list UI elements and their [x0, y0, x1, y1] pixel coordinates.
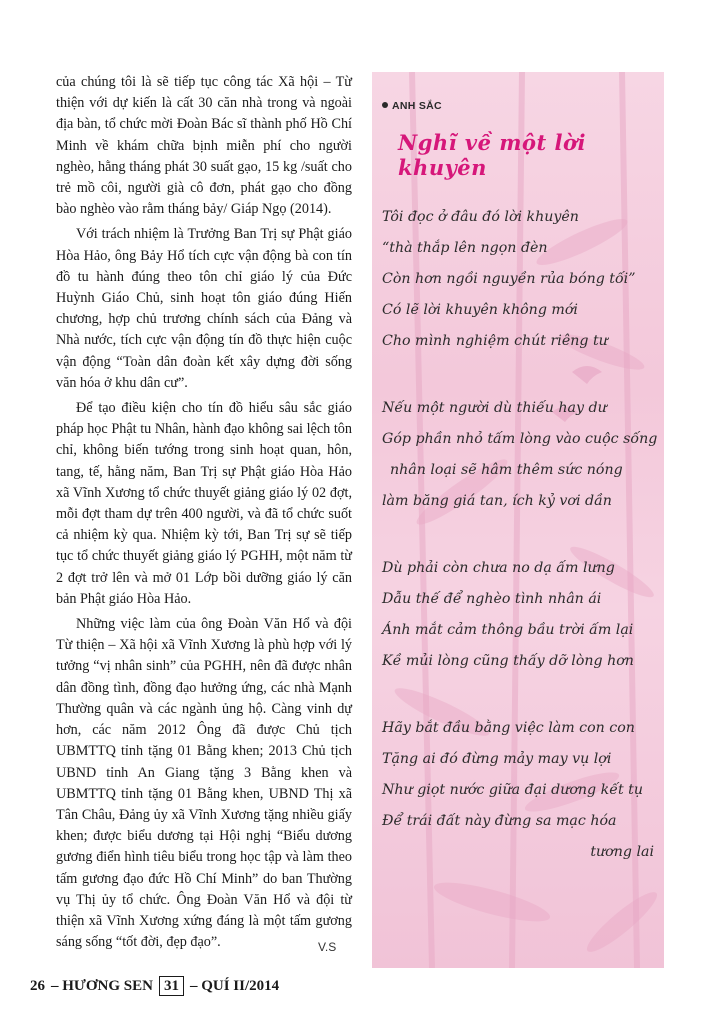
poem-line: nhân loại sẽ hâm thêm sức nóng	[390, 462, 623, 478]
poem-line: Để trái đất này đừng sa mạc hóa	[382, 813, 617, 829]
poem-line: Còn hơn ngồi nguyền rủa bóng tối”	[382, 271, 636, 287]
poem-line: tương lai	[590, 844, 654, 860]
poem-line: Tôi đọc ở đâu đó lời khuyên	[382, 209, 579, 225]
poem-line: Ánh mắt cảm thông bầu trời ấm lại	[382, 622, 634, 638]
magazine-name: – HƯƠNG SEN	[51, 977, 153, 994]
page-number: 26	[30, 977, 45, 994]
article-paragraph: Những việc làm của ông Đoàn Văn Hổ và đội Từ thiện – Xã hội xã Vĩnh Xương là phù hợp với lý tưởng “vị nhân sinh” của PGHH, nên đã được nhân dân đồng tình, đồng đạo hưởng ứng, các nhà Mạnh Thường quân và các ngành ủng hộ. Càng vinh dự hơn, các năm 2012 Ông đã được Chủ tịch UBMTTQ tỉnh tặng 01 Bằng khen; 2013 Chủ tịch UBND tỉnh An Giang tặng 3 Bằng khen và UBMTTQ tỉnh tặng 01 Bằng khen, UBND Thị xã Tân Châu, Đảng ủy xã Vĩnh Xương tặng nhiều giấy khen; được biểu dương tại Hội nghị “Biểu dương gương điển hình tiêu biểu trong học tập và làm theo tấm gương đạo đức Hồ Chí Minh” do ban Thường vụ Thị ủy tổ chức. Ông Đoàn Văn Hổ và đội từ thiện xã Vĩnh Xương xứng đáng là một tấm gương sáng sống “tốt đời, đẹp đạo”.	[56, 616, 352, 951]
poem-stanza	[382, 202, 658, 357]
issue-period: – QUÍ II/2014	[189, 977, 280, 994]
poem-line: “thà thắp lên ngọn đèn	[382, 240, 548, 256]
poem-line: Như giọt nước giữa đại dương kết tụ	[382, 782, 644, 798]
bullet-icon	[382, 102, 388, 108]
poem-stanza	[382, 553, 658, 677]
poem-line: Hãy bắt đầu bằng việc làm con con	[382, 720, 635, 736]
article-paragraph: của chúng tôi là sẽ tiếp tục công tác Xã hội – Từ thiện với dự kiến là cất 30 căn nhà trong và ngoài địa bàn, tổ chức mời Đoàn Bác sĩ thành phố Hồ Chí Minh về khám chữa bịnh miễn phí cho người nghèo, hằng tháng phát 30 suất gạo, 15 kg /suất cho trẻ mồ côi, người già cô đơn, phát gạo cho đồng bào nghèo vào rằm tháng bảy/ Giáp Ngọ (2014).	[56, 74, 352, 218]
article-paragraph: Với trách nhiệm là Trưởng Ban Trị sự Phật giáo Hòa Hảo, ông Bảy Hổ tích cực vận động bà con tín đồ tu hành đúng theo tôn chỉ giáo lý của Đức Huỳnh Giáo Chủ, sinh hoạt tôn giáo đúng Hiến chương, hợp chủ trương chính sách của Đảng và Nhà nước, tích cực vận động tín đồ thực hiện cuộc vận động “Toàn dân đoàn kết xây dựng đời sống văn hóa ở khu dân cư”.	[56, 226, 352, 391]
section-label: ANH SẮC	[382, 100, 442, 112]
poem-line: làm băng giá tan, ích kỷ vơi dần	[382, 493, 612, 509]
poem-line: Cho mình nghiệm chút riêng tư	[382, 333, 608, 349]
poem-line: Có lẽ lời khuyên không mới	[382, 302, 578, 318]
page-footer	[30, 976, 279, 996]
poem-body	[382, 202, 658, 904]
poem-line: Dù phải còn chưa no dạ ấm lưng	[382, 560, 615, 576]
poem-line: Dẫu thế để nghèo tình nhân ái	[382, 591, 602, 607]
article-body	[56, 72, 352, 957]
poem-line: Kề mủi lòng cũng thấy dỡ lòng hơn	[382, 653, 634, 669]
poem-title: Nghĩ về một lời khuyên	[398, 130, 587, 180]
issue-number: 31	[159, 976, 184, 996]
poem-stanza	[382, 713, 658, 868]
poem-line: Góp phần nhỏ tấm lòng vào cuộc sống	[382, 431, 658, 447]
poem-line: Nếu một người dù thiếu hay dư	[382, 400, 607, 416]
poem-stanza	[382, 393, 658, 517]
article-paragraph: Để tạo điều kiện cho tín đồ hiểu sâu sắc giáo pháp học Phật tu Nhân, hành đạo không sai lệch tôn chỉ, không biến tướng trong sinh hoạt quan, hôn, tang, tế, hằng năm, Ban Trị sự Phật giáo Hòa Hảo xã Vĩnh Xương tổ chức thuyết giảng giáo lý 02 đợt, mỗi đợt tham dự trên 400 người, và đã tổ chức suốt cả nhiệm kỳ qua. Nhiệm kỳ tới, Ban Trị sự sẽ tiếp tục tổ chức thuyết giảng giáo lý PGHH, một năm từ 2 đợt trở lên và mở 01 Lớp bồi dưỡng giáo lý căn bản Phật giáo Hòa Hảo.	[56, 400, 352, 607]
article-signature: V.S	[318, 940, 337, 954]
poem-line: Tặng ai đó đừng mảy may vụ lợi	[382, 751, 612, 767]
poem-panel	[372, 72, 664, 968]
